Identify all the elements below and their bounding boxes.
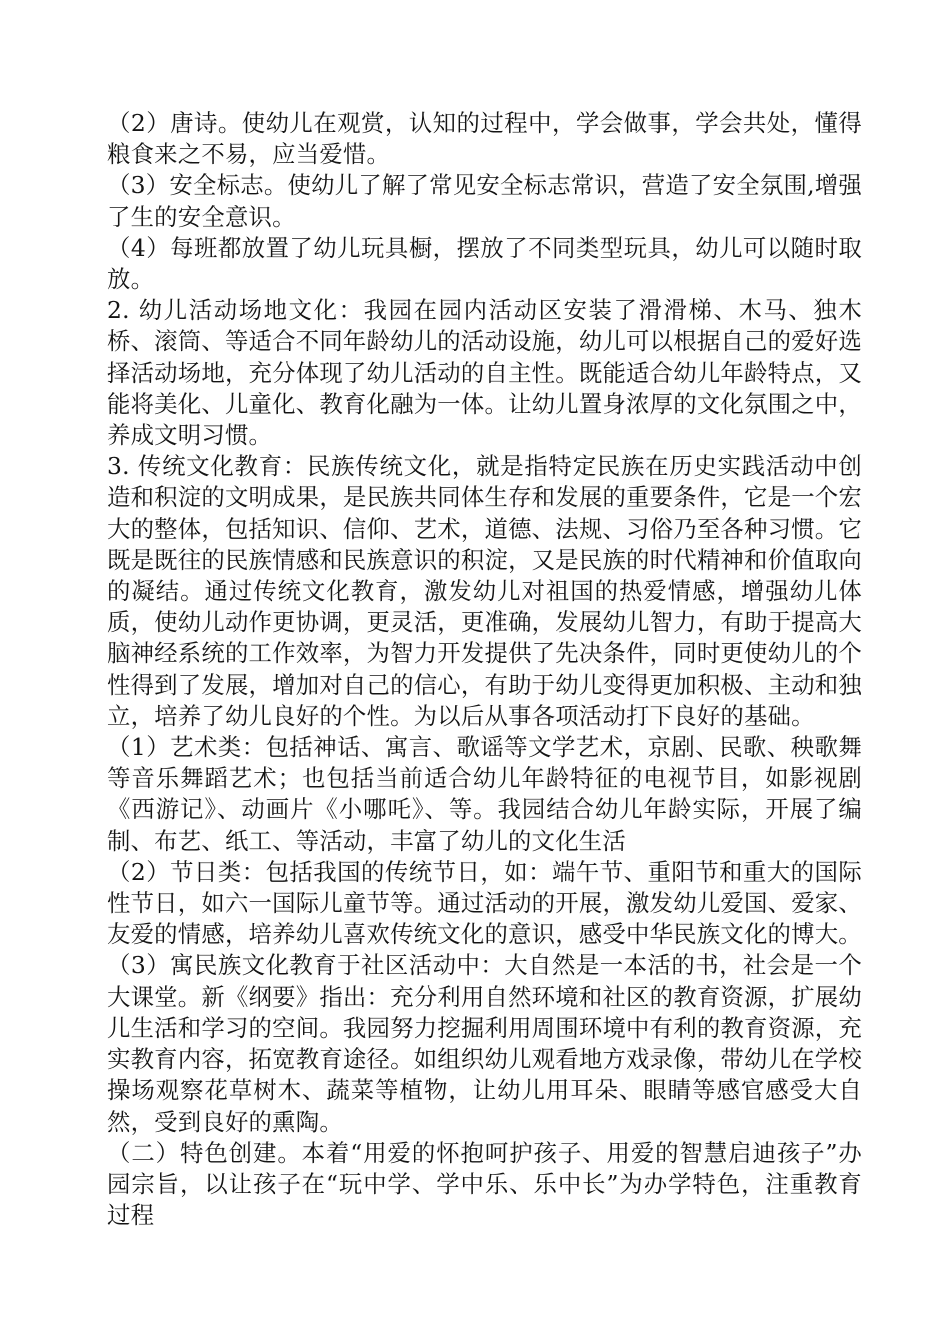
- paragraph-community-activities: （3）寓民族文化教育于社区活动中：大自然是一本活的书，社会是一个大课堂。新《纲要》指出：充分利用自然环境和社区的教育资源，扩展幼儿生活和学习的空间。我园努力挖掘利用周围环境中有利的教育资源，充实教育内容，拓宽教育途径。如组织幼儿观看地方戏录像，带幼儿在学校操场观察花草树木、蔬菜等植物，让幼儿用耳朵、眼睛等感官感受大自然，受到良好的熏陶。: [107, 951, 862, 1136]
- document-page: [107, 108, 862, 1231]
- paragraph-art-category: （1）艺术类：包括神话、寓言、歌谣等文学艺术，京剧、民歌、秧歌舞等音乐舞蹈艺术；也包括当前适合幼儿年龄特征的电视节目，如影视剧《西游记》、动画片《小哪吒》、等。我园结合幼儿年龄实际，开展了编制、布艺、纸工、等活动，丰富了幼儿的文化生活: [107, 733, 862, 855]
- paragraph-activity-venue: 2. 幼儿活动场地文化：我园在园内活动区安装了滑滑梯、木马、独木桥、滚筒、等适合不同年龄幼儿的活动设施，幼儿可以根据自己的爱好选择活动场地，充分体现了幼儿活动的自主性。既能适合幼儿年龄特点，又能将美化、儿童化、教育化融为一体。让幼儿置身浓厚的文化氛围之中，养成文明习惯。: [107, 296, 862, 450]
- paragraph-traditional-culture: 3. 传统文化教育：民族传统文化，就是指特定民族在历史实践活动中创造和积淀的文明成果，是民族共同体生存和发展的重要条件，它是一个宏大的整体，包括知识、信仰、艺术，道德、法规、习俗乃至各种习惯。它既是既往的民族情感和民族意识的积淀，又是民族的时代精神和价值取向的凝结。通过传统文化教育，激发幼儿对祖国的热爱情感，增强幼儿体质，使幼儿动作更协调，更灵活，更准确，发展幼儿智力，有助于提高大脑神经系统的工作效率，为智力开发提供了先决条件，同时更使幼儿的个性得到了发展，增加对自己的信心，有助于幼儿变得更加积极、主动和独立，培养了幼儿良好的个性。为以后从事各项活动打下良好的基础。: [107, 452, 862, 730]
- paragraph-toy-cabinet: （4）每班都放置了幼儿玩具橱，摆放了不同类型玩具，幼儿可以随时取放。: [107, 233, 862, 294]
- paragraph-tang-poetry: （2）唐诗。使幼儿在观赏，认知的过程中，学会做事，学会共处，懂得粮食来之不易，应当爱惜。: [107, 109, 862, 169]
- paragraph-safety-signs: （3）安全标志。使幼儿了解了常见安全标志常识，营造了安全氛围,增强了生的安全意识。: [107, 171, 862, 231]
- paragraph-feature-creation: （二）特色创建。本着“用爱的怀抱呵护孩子、用爱的智慧启迪孩子”办园宗旨，以让孩子在“玩中学、学中乐、乐中长”为办学特色，注重教育过程: [107, 1138, 862, 1230]
- paragraph-festival-category: （2）节日类：包括我国的传统节日，如：端午节、重阳节和重大的国际性节日，如六一国际儿童节等。通过活动的开展，激发幼儿爱国、爱家、友爱的情感，培养幼儿喜欢传统文化的意识，感受中华民族文化的博大。: [107, 857, 862, 949]
